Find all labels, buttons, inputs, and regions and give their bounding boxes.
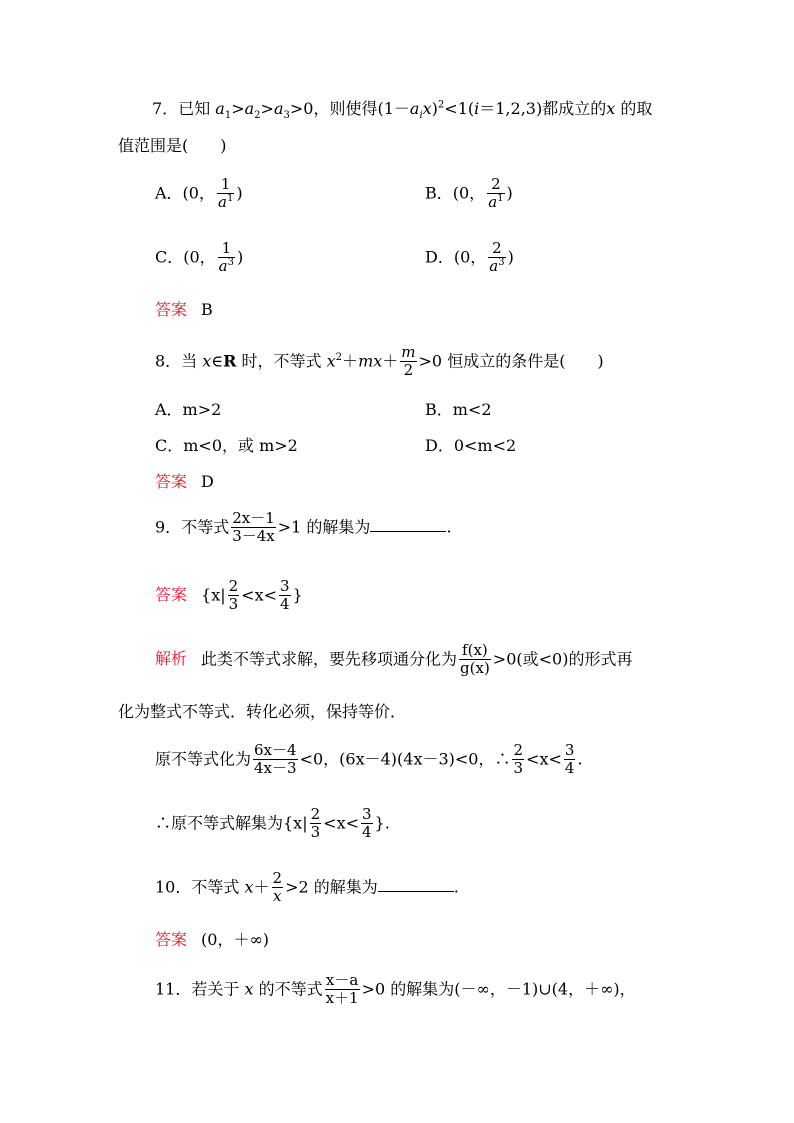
answer-label: 答案	[155, 585, 188, 605]
q7-option-b: B．(0， $\frac{2}{a^1}$ )	[425, 175, 513, 212]
q9-answer: 答案 {x| $\frac{2}{3}$ <x< $\frac{3}{4}$ }	[155, 577, 303, 614]
q10-answer: 答案 (0，＋∞)	[155, 930, 270, 949]
q7-number: 7．	[152, 99, 179, 118]
answer-label: 答案	[155, 472, 188, 491]
q7-option-d: D．(0， $\frac{2}{a^3}$ )	[425, 239, 514, 276]
q7-option-c: C．(0， $\frac{1}{a^3}$ )	[155, 239, 244, 276]
answer-label: 答案	[155, 930, 188, 949]
q9-analysis-line4: ∴原不等式解集为{x| $\frac{2}{3}$ <x< $\frac{3}{4}$ }.	[155, 805, 390, 842]
answer-blank	[378, 877, 454, 892]
q8-number: 8．	[155, 351, 182, 371]
q8-option-c: C．m<0，或 m>2	[155, 436, 298, 455]
q11-line1: 11．若关于 x 的不等式 $\frac{x-a}{x+1}$ >0 的解集为(－∞，－1)∪(4，＋∞)，	[155, 971, 636, 1008]
analysis-label: 解析	[155, 649, 188, 669]
q7-answer: 答案 B	[155, 300, 213, 319]
q7-line2: 值范围是( )	[118, 136, 227, 155]
q7-line1: 7．已知 $a_1>a_2>a_3>0$，则使得$(1-a_ix)^2<1(i=1,2,3)$都成立的x 的取	[152, 99, 653, 122]
answer-blank	[370, 517, 446, 532]
q9-number: 9．	[155, 517, 182, 537]
q8-line1: 8．当 x∈R 时，不等式 $x^2+mx+$ $\frac{m}{2}$ >0 恒成立的条件是( )	[155, 343, 604, 380]
q9-analysis-line2: 化为整式不等式．转化必须，保持等价．	[118, 702, 407, 721]
q8-answer: 答案 D	[155, 472, 214, 491]
q8-option-a: A．m>2	[155, 400, 222, 419]
q8-option-b: B．m<2	[425, 400, 492, 419]
q10-number: 10．	[155, 877, 192, 897]
q10-line1: 10．不等式 x＋ $\frac{2}{x}$ >2 的解集为 .	[155, 869, 459, 906]
q7-option-a: A．(0， $\frac{1}{a^1}$ )	[155, 175, 243, 212]
q11-number: 11．	[155, 979, 192, 999]
q9-line1: 9．不等式 $\frac{2x-1}{3-4x}$ >1 的解集为 .	[155, 509, 452, 546]
q8-option-d: D．0<m<2	[425, 436, 517, 455]
answer-label: 答案	[155, 300, 188, 319]
q9-analysis-line3: 原不等式化为 $\frac{6x-4}{4x-3}$ <0，(6x－4)(4x－3)<0，∴ $\frac{2}{3}$ <x< $\frac{3}{4}$ .	[155, 741, 583, 778]
q9-analysis-line1: 解析 此类不等式求解，要先移项通分化为 $\frac{f(x)}{g(x)}$ >0(或<0)的形式再	[155, 641, 633, 678]
